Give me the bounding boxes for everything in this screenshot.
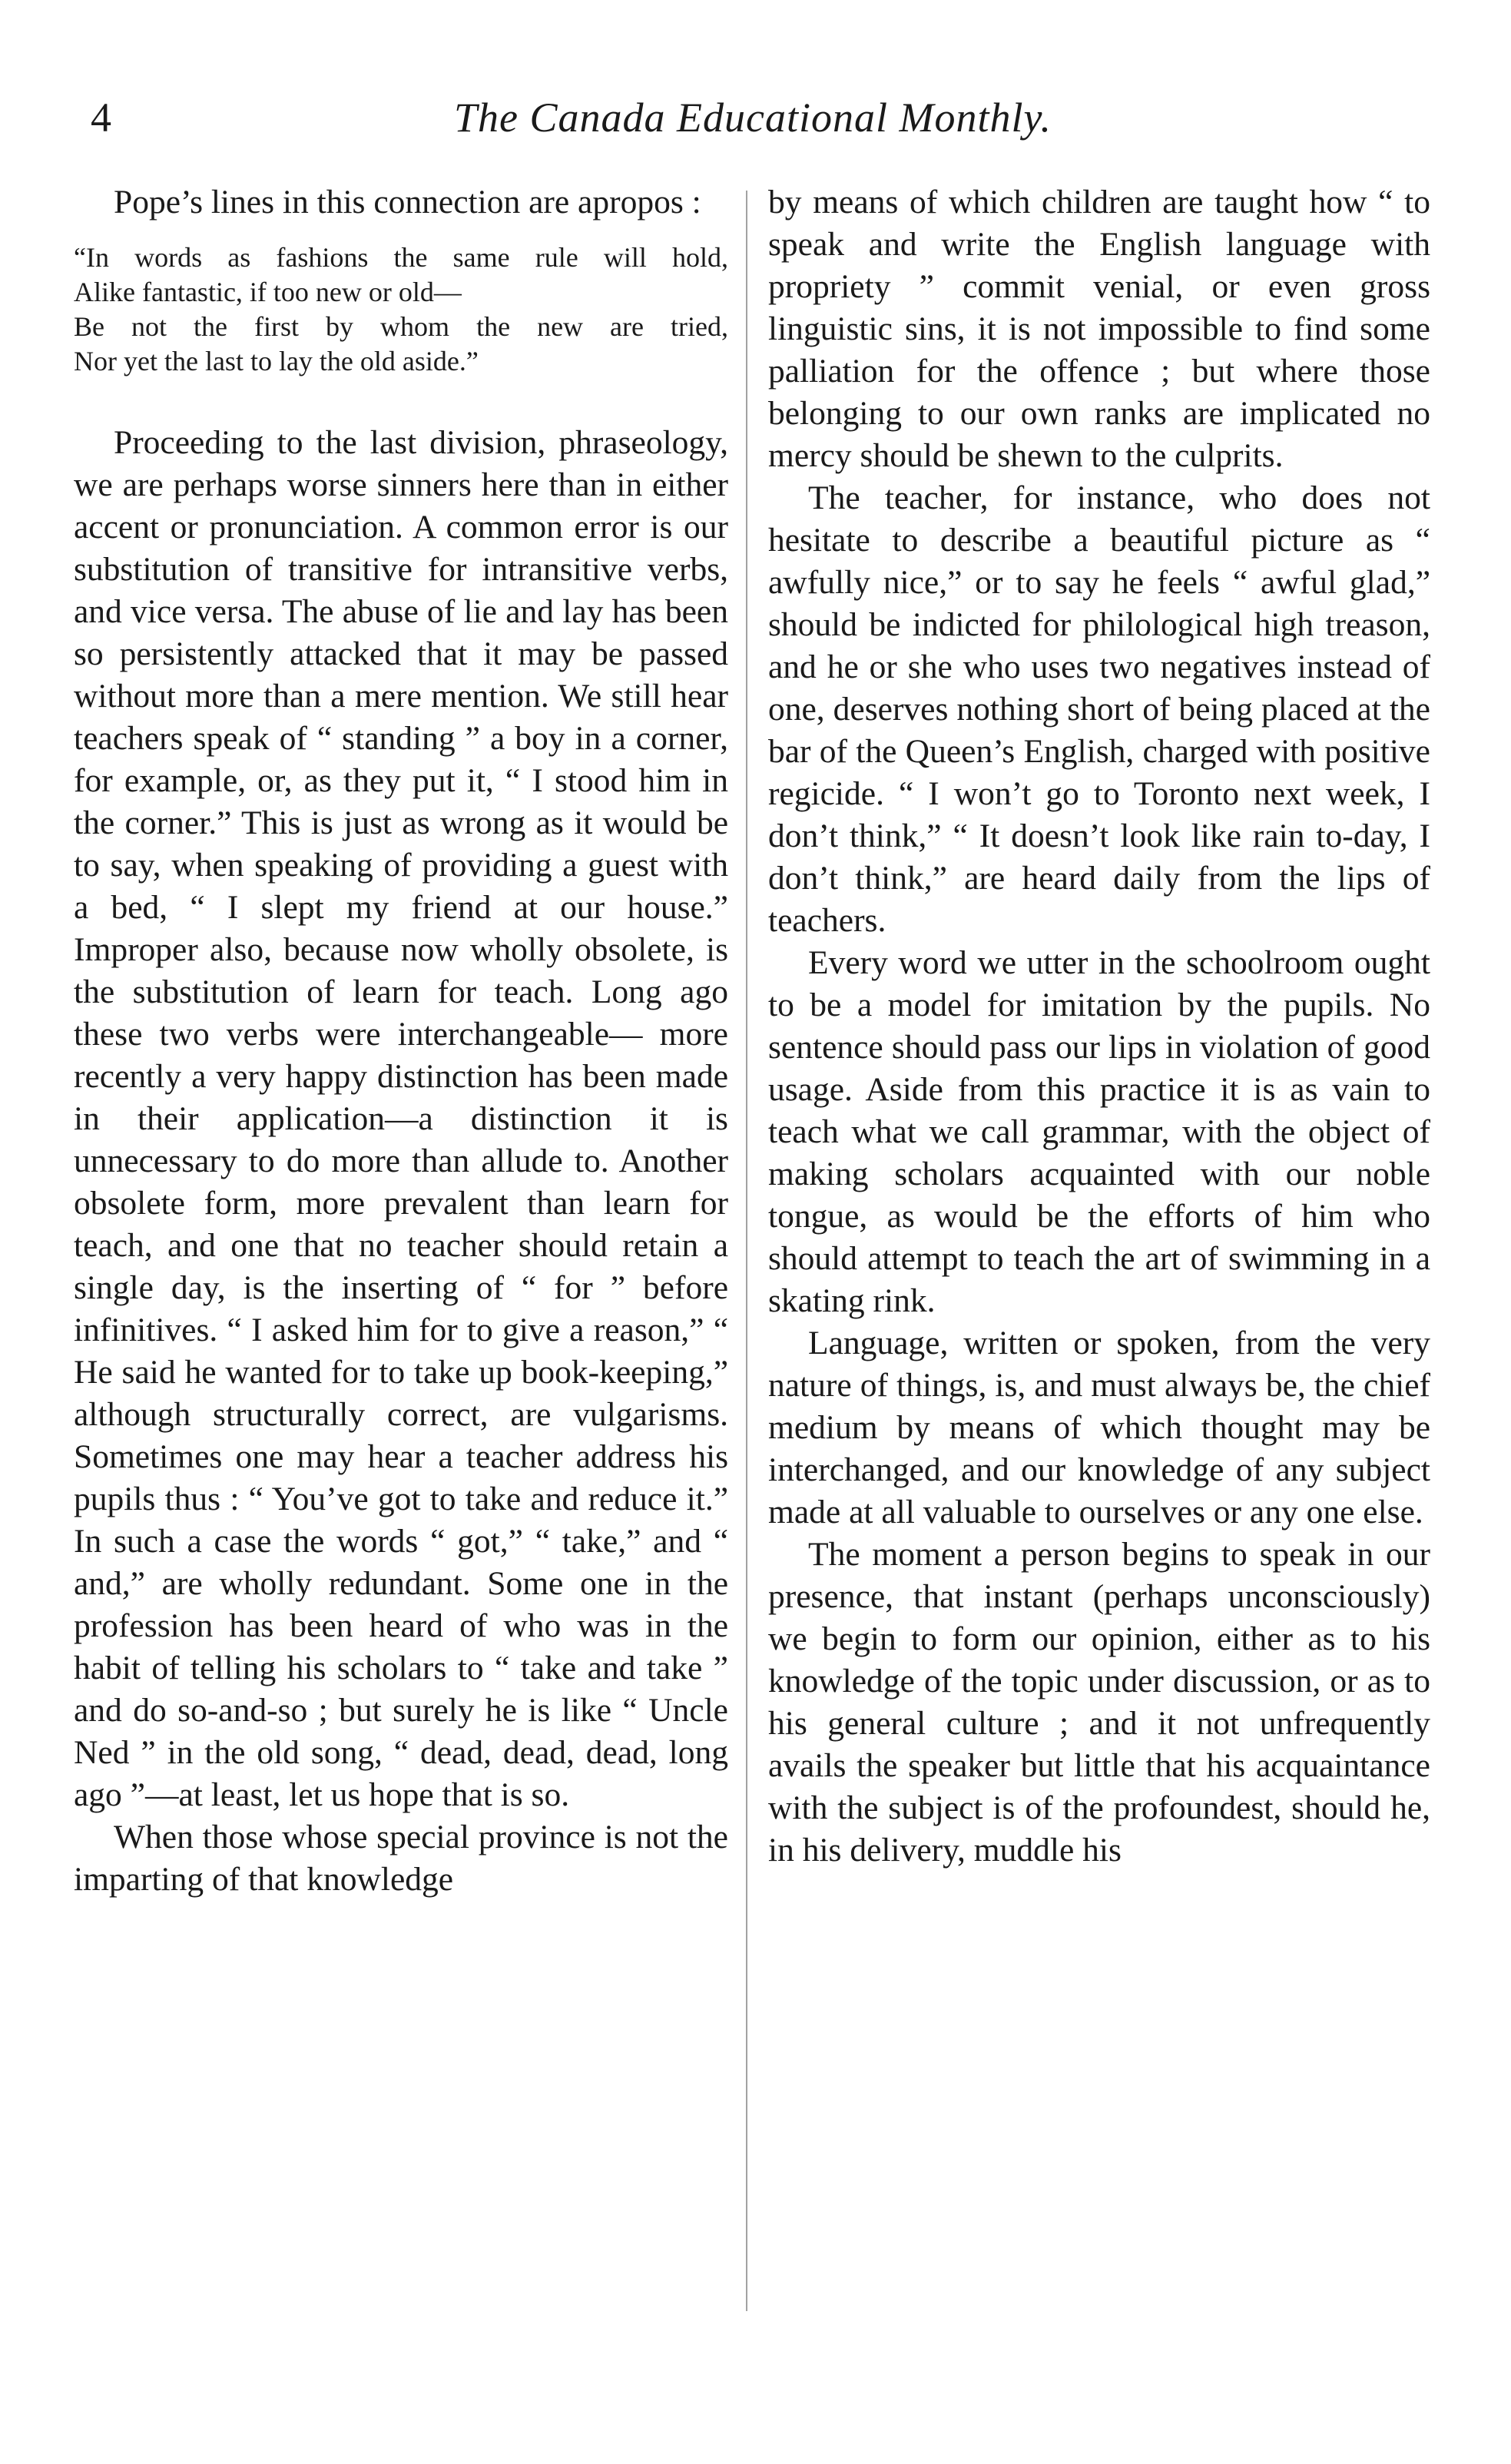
page-header	[77, 91, 1429, 152]
right-column	[768, 181, 1430, 1872]
body-paragraph: by means of which children are taught how “ to speak and write the English language with propriety ” commit venial, or even gross linguistic sins, it is not impossible to find some palliation for the offence ; but where those belonging to our own ranks are implicated no mercy should be shewn to the culprits.	[768, 184, 1430, 474]
quote-line: “In words as fashions the same rule will hold,	[74, 242, 728, 273]
page-number: 4	[91, 95, 111, 141]
left-column	[74, 181, 728, 1901]
intro-paragraph: Pope’s lines in this connection are apropos :	[114, 184, 701, 221]
quote-line: Be not the first by whom the new are tried,	[74, 311, 728, 342]
body-paragraph: The teacher, for instance, who does not hesitate to describe a beautiful picture as “ awfully nice,” or to say he feels “ awful glad,” should be indicted for philological high treason, and he or she who uses two negatives instead of one, deserves nothing short of being placed at the bar of the Queen’s English, charged with positive regicide. “ I won’t go to Toronto next week, I don’t think,” “ It doesn’t look like rain to-day, I don’t think,” are heard daily from the lips of teachers.	[768, 479, 1430, 939]
running-title: The Canada Educational Monthly.	[454, 95, 1052, 141]
quote-line: Nor yet the last to lay the old aside.”	[74, 346, 479, 376]
body-paragraph: Proceeding to the last division, phraseology, we are perhaps worse sinners here than in either accent or pronunciation. A common error is our substitution of transitive for intransitive verbs, and vice versa. The abuse of lie and lay has been so persistently attacked that it may be passed without more than a mere mention. We still hear teachers speak of “ standing ” a boy in a corner, for example, or, as they put it, “ I stood him in the corner.” This is just as wrong as it would be to say, when speaking of providing a guest with a bed, “ I slept my friend at our house.” Improper also, because now wholly obsolete, is the substitution of learn for teach. Long ago these two verbs were interchangeable— more recently a very happy distinction has been made in their application—a distinction it is unnecessary to do more than allude to. Another obsolete form, more prevalent than learn for teach, and one that no teacher should retain a single day, is the inserting of “ for ” before infinitives. “ I asked him for to give a reason,” “ He said he wanted for to take up book-keeping,” although structurally correct, are vulgarisms. Sometimes one may hear a teacher address his pupils thus : “ You’ve got to take and reduce it.” In such a case the words “ got,” “ take,” and “ and,” are wholly redundant. Some one in the profession has been heard of who was in the habit of telling his scholars to “ take and take ” and do so-and-so ; but surely he is like “ Uncle Ned ” in the old song, “ dead, dead, dead, long ago ”—at least, let us hope that is so.	[74, 424, 728, 1813]
body-paragraph: When those whose special province is not the imparting of that knowledge	[74, 1819, 728, 1898]
body-paragraph: Language, written or spoken, from the very nature of things, is, and must always be, the chief medium by means of which thought may be interchanged, and our knowledge of any subject made at all valuable to ourselves or any one else.	[768, 1325, 1430, 1530]
pope-quotation	[74, 240, 728, 379]
quote-line: Alike fantastic, if too new or old—	[74, 277, 462, 307]
body-paragraph: The moment a person begins to speak in our presence, that instant (perhaps unconsciously) we begin to form our opinion, either as to his knowledge of the topic under discussion, or as to his general culture ; and it not unfrequently avails the speaker but little that his acquaintance with the subject is of the profoundest, should he, in his delivery, muddle his	[768, 1536, 1430, 1869]
column-divider	[746, 191, 747, 2311]
body-paragraph: Every word we utter in the schoolroom ought to be a model for imitation by the pupils. No sentence should pass our lips in violation of good usage. Aside from this practice it is as vain to teach what we call grammar, with the object of making scholars acquainted with our noble tongue, as would be the efforts of him who should attempt to teach the art of swimming in a skating rink.	[768, 944, 1430, 1319]
